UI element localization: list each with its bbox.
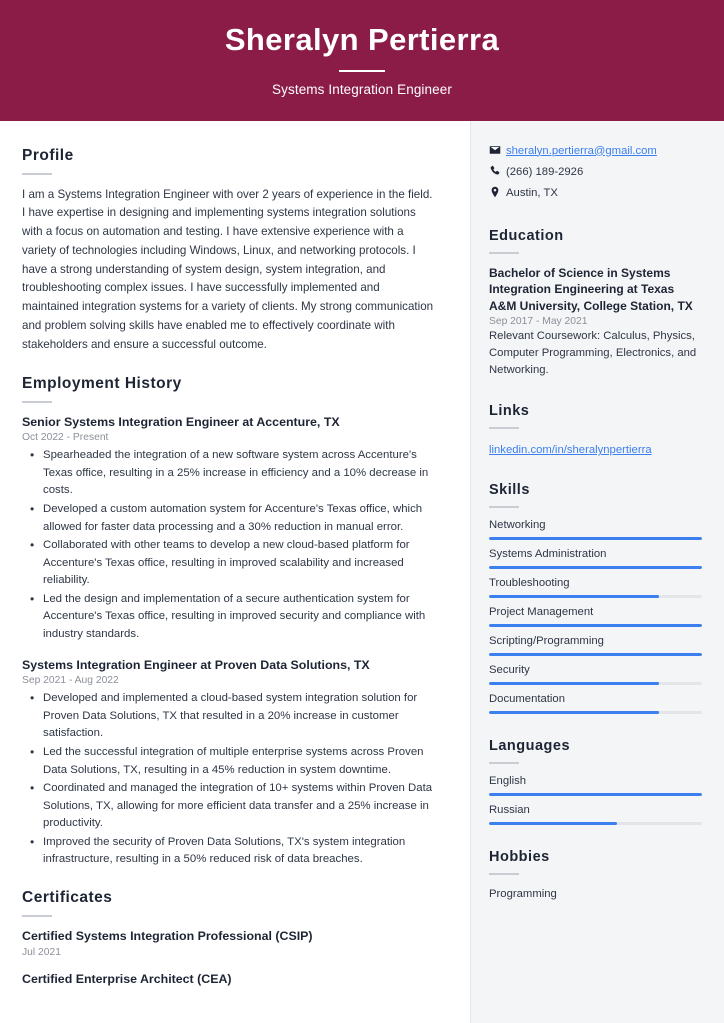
resume-body: [0, 121, 724, 1023]
skill-row: [489, 664, 702, 685]
meter-fill: [489, 822, 617, 825]
meter-track: [489, 595, 702, 598]
employment-bullet-list: [22, 690, 438, 869]
candidate-name: Sheralyn Pertierra: [224, 22, 500, 57]
employment-entry-title: Systems Integration Engineer at Proven Data Solutions, TX: [22, 657, 370, 672]
hobby-item: Programming: [489, 888, 557, 901]
employment-bullet: • Developed a custom automation system for Accenture's Texas office, which allowed for faster data processing and a 30% reduction in manual error.: [22, 501, 438, 536]
meter-fill: [489, 793, 702, 796]
employment-list: [22, 414, 438, 869]
skill-label: Systems Administration: [489, 548, 607, 561]
section-rule: [489, 506, 519, 508]
links-section: [489, 403, 702, 458]
skill-row: [489, 606, 702, 627]
section-rule: [22, 173, 52, 175]
contact-text: Austin, TX: [506, 187, 558, 200]
employment-bullet-list: [22, 447, 438, 643]
meter-fill: [489, 595, 659, 598]
certificate-entry: [22, 928, 438, 958]
contact-row[interactable]: [489, 143, 702, 159]
employment-bullet: • Coordinated and managed the integration of 10+ systems within Proven Data Solutions, TX, allowing for more efficient data transfer and a 25% increase in productivity.: [22, 780, 438, 833]
education-section: [489, 228, 702, 379]
meter-track: [489, 822, 702, 825]
section-rule: [22, 401, 52, 403]
envelope-icon: [489, 143, 506, 156]
certificates-list: [22, 928, 438, 987]
employment-entry-date: Sep 2021 - Aug 2022: [22, 675, 119, 687]
hobbies-list: [489, 886, 702, 903]
language-label: English: [489, 775, 527, 788]
skill-row: [489, 635, 702, 656]
resume-header: [0, 0, 724, 121]
language-row: [489, 804, 702, 825]
profile-link[interactable]: linkedin.com/in/sheralynpertierra: [489, 444, 652, 457]
skill-label: Scripting/Programming: [489, 635, 604, 648]
skill-label: Security: [489, 664, 530, 677]
section-rule: [22, 915, 52, 917]
employment-bullet: • Developed and implemented a cloud-based system integration solution for Proven Data Solutions, TX that resulted in a 20% increase in customer satisfaction.: [22, 690, 438, 743]
education-degree: Bachelor of Science in Systems Integration Engineering at Texas A&M University, College Station, TX: [489, 265, 693, 313]
profile-section: [22, 147, 438, 355]
languages-list: [489, 775, 702, 825]
employment-entry-title: Senior Systems Integration Engineer at Accenture, TX: [22, 414, 340, 429]
meter-track: [489, 537, 702, 540]
meter-track: [489, 682, 702, 685]
meter-fill: [489, 624, 702, 627]
section-rule: [489, 427, 519, 429]
certificate-date: Jul 2021: [22, 946, 61, 958]
meter-track: [489, 793, 702, 796]
profile-text: I am a Systems Integration Engineer with over 2 years of experience in the field. I have expertise in designing and implementing systems integration solutions with a focus on automation and testing. I have extensive experience with a variety of technologies including Windows, Linux, and networking protocols. I have a strong understanding of system design, system integration, and troubleshooting complex issues. I have successfully implemented and maintained integration systems for a variety of clients. My strong communication and problem solving skills have enabled me to effectively coordinate with stakeholders and ensure a successful outcome.: [22, 187, 434, 351]
skills-section: [489, 482, 702, 714]
candidate-job-title: Systems Integration Engineer: [272, 81, 452, 97]
meter-track: [489, 624, 702, 627]
contact-text: (266) 189-2926: [506, 165, 584, 178]
employment-bullet: • Led the design and implementation of a secure authentication system for Accenture's Texas office, resulting in improved security and compliance with industry standards.: [22, 591, 438, 644]
certificate-entry: [22, 971, 438, 988]
section-rule: [489, 762, 519, 764]
skill-row: [489, 519, 702, 540]
hobbies-section: [489, 849, 702, 903]
languages-section: [489, 738, 702, 825]
skill-label: Documentation: [489, 693, 565, 706]
employment-section: [22, 375, 438, 869]
education-heading: Education: [489, 227, 564, 244]
meter-fill: [489, 653, 702, 656]
meter-fill: [489, 711, 659, 714]
location-pin-icon: [489, 185, 506, 198]
employment-heading: Employment History: [22, 374, 182, 392]
skill-row: [489, 577, 702, 598]
skill-label: Troubleshooting: [489, 577, 570, 590]
links-list: [489, 440, 702, 458]
profile-heading: Profile: [22, 146, 74, 164]
language-row: [489, 775, 702, 796]
certificate-title: Certified Systems Integration Professional (CSIP): [22, 928, 313, 943]
languages-heading: Languages: [489, 738, 571, 755]
skill-row: [489, 548, 702, 569]
contact-link[interactable]: sheralyn.pertierra@gmail.com: [506, 144, 657, 157]
meter-track: [489, 653, 702, 656]
education-date: Sep 2017 - May 2021: [489, 316, 588, 328]
phone-icon: [489, 164, 506, 177]
certificate-title: Certified Enterprise Architect (CEA): [22, 971, 232, 986]
section-rule: [489, 873, 519, 875]
section-rule: [489, 252, 519, 254]
links-heading: Links: [489, 403, 530, 420]
skill-label: Project Management: [489, 606, 594, 619]
meter-track: [489, 566, 702, 569]
employment-bullet: • Improved the security of Proven Data Solutions, TX's system integration infrastructure, resulting in a 50% reduced risk of data breaches.: [22, 834, 438, 869]
sidebar-column: [470, 121, 724, 1023]
contact-row: [489, 164, 702, 180]
hobbies-heading: Hobbies: [489, 849, 550, 866]
skills-list: [489, 519, 702, 714]
certificates-heading: Certificates: [22, 888, 113, 906]
contact-list: [489, 143, 702, 202]
employment-bullet: • Spearheaded the integration of a new software system across Accenture's Texas office, resulting in a 25% increase in efficiency and a 10% decrease in costs.: [22, 447, 438, 500]
employment-entry-date: Oct 2022 - Present: [22, 432, 109, 444]
meter-track: [489, 711, 702, 714]
meter-fill: [489, 682, 659, 685]
header-divider: [339, 70, 385, 72]
education-description: Relevant Coursework: Calculus, Physics, Computer Programming, Electronics, and Networking.: [489, 330, 697, 377]
skill-row: [489, 693, 702, 714]
contact-row: [489, 185, 702, 201]
skill-label: Networking: [489, 519, 546, 532]
skills-heading: Skills: [489, 482, 530, 499]
employment-entry: [22, 414, 438, 644]
main-column: [0, 121, 470, 1023]
certificates-section: [22, 889, 438, 987]
meter-fill: [489, 566, 702, 569]
language-label: Russian: [489, 804, 530, 817]
employment-bullet: • Collaborated with other teams to develop a new cloud-based platform for Accenture's Texas office, resulting in improved scalability and increased reliability.: [22, 537, 438, 590]
employment-entry: [22, 657, 438, 869]
employment-bullet: • Led the successful integration of multiple enterprise systems across Proven Data Solutions, TX, resulting in a 45% reduction in system downtime.: [22, 744, 438, 779]
meter-fill: [489, 537, 702, 540]
